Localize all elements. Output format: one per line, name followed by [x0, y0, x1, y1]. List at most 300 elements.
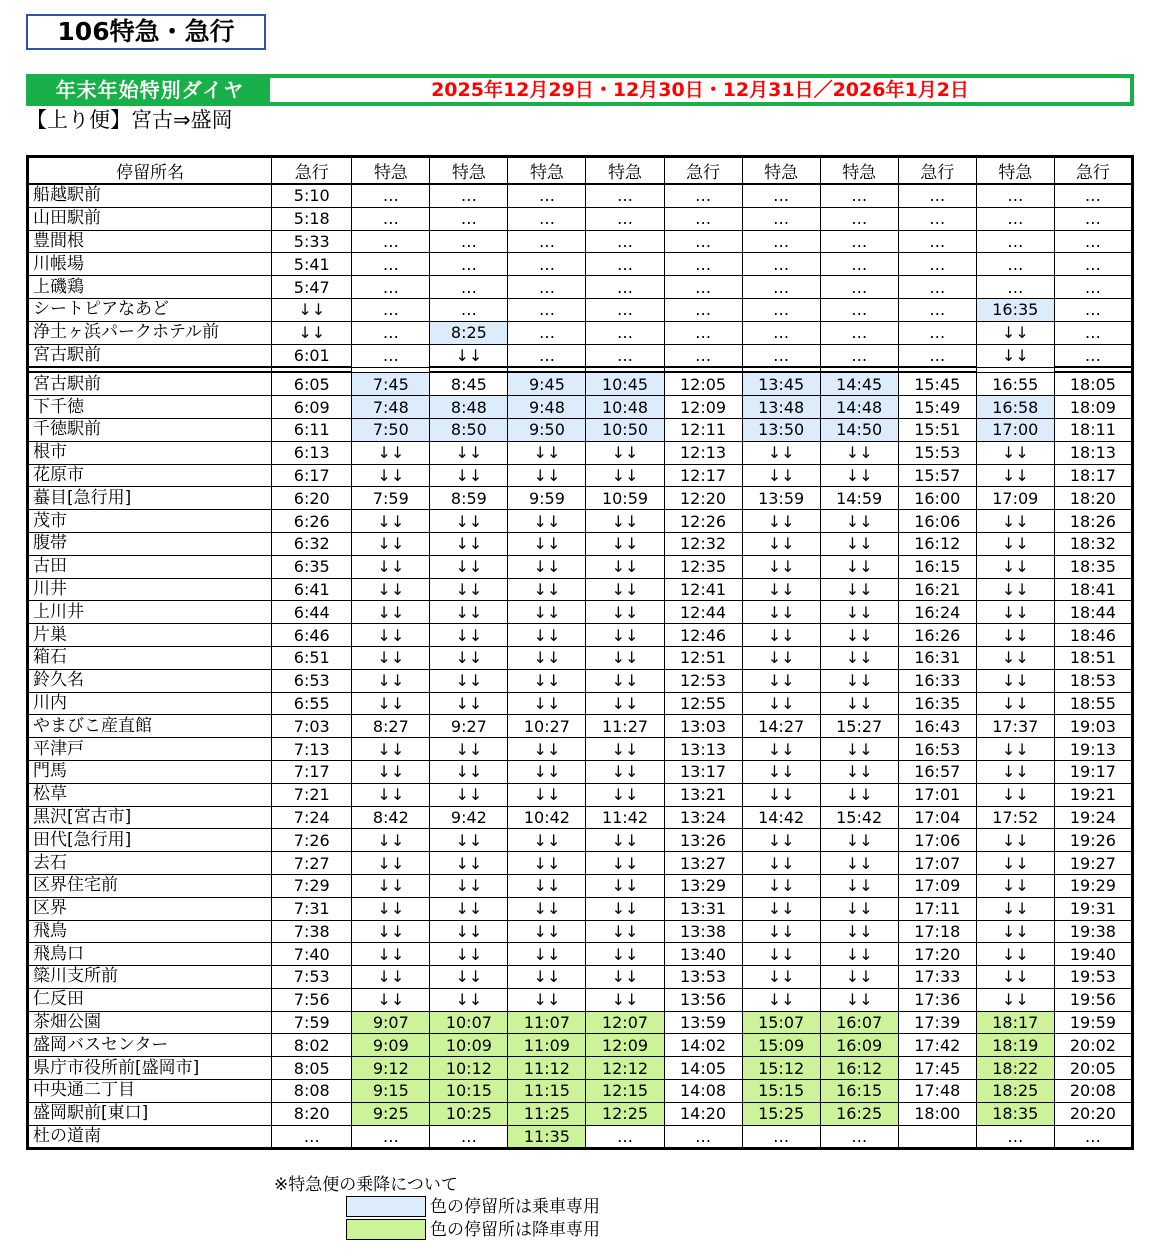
departure-time: … [430, 230, 508, 253]
departure-time: ↓↓ [586, 624, 664, 647]
departure-time: 12:15 [586, 1080, 664, 1103]
departure-time: 8:25 [430, 321, 508, 344]
departure-time: ↓↓ [820, 510, 898, 533]
departure-time: ↓↓ [976, 532, 1054, 555]
departure-time: 12:09 [664, 396, 742, 419]
departure-time: ↓↓ [352, 646, 430, 669]
departure-time: ↓↓ [508, 532, 586, 555]
departure-time: ↓↓ [976, 510, 1054, 533]
departure-time: … [430, 253, 508, 276]
departure-time: 18:41 [1054, 578, 1132, 601]
departure-time: … [664, 1125, 742, 1149]
departure-time: 19:31 [1054, 897, 1132, 920]
timetable-row [28, 897, 1133, 920]
departure-time: … [352, 230, 430, 253]
departure-time: ↓↓ [508, 555, 586, 578]
service-type-header: 特急 [586, 157, 664, 185]
departure-time: 15:12 [742, 1057, 820, 1080]
stop-name: 県庁市役所前[盛岡市] [28, 1057, 272, 1080]
departure-time: 19:38 [1054, 920, 1132, 943]
departure-time: ↓↓ [430, 555, 508, 578]
departure-time: ↓↓ [430, 532, 508, 555]
banner-label: 年末年始特別ダイヤ [30, 78, 270, 102]
departure-time: 12:55 [664, 692, 742, 715]
departure-time: 6:55 [272, 692, 352, 715]
departure-time: ↓↓ [430, 783, 508, 806]
departure-time: ↓↓ [742, 646, 820, 669]
departure-time: 18:35 [976, 1102, 1054, 1125]
departure-time: ↓↓ [352, 464, 430, 487]
departure-time: 16:58 [976, 396, 1054, 419]
departure-time: 16:33 [898, 669, 976, 692]
timetable-row [28, 276, 1133, 299]
timetable-row [28, 532, 1133, 555]
departure-time: ↓↓ [820, 783, 898, 806]
departure-time: … [742, 276, 820, 299]
timetable-row [28, 487, 1133, 510]
departure-time: ↓↓ [976, 920, 1054, 943]
departure-time: ↓↓ [352, 783, 430, 806]
departure-time: ↓↓ [508, 578, 586, 601]
departure-time: ↓↓ [742, 532, 820, 555]
departure-time: 15:57 [898, 464, 976, 487]
departure-time: ↓↓ [586, 829, 664, 852]
timetable-row [28, 184, 1133, 207]
departure-time: 14:45 [820, 372, 898, 395]
departure-time: 8:48 [430, 396, 508, 419]
departure-time: 6:41 [272, 578, 352, 601]
departure-time: … [664, 230, 742, 253]
departure-time: … [820, 321, 898, 344]
departure-time: 7:59 [272, 1011, 352, 1034]
departure-time: 14:02 [664, 1034, 742, 1057]
departure-time: ↓↓ [430, 669, 508, 692]
departure-time: ↓↓ [586, 464, 664, 487]
departure-time: 13:13 [664, 738, 742, 761]
departure-time: 17:09 [976, 487, 1054, 510]
stop-name: 飛鳥口 [28, 943, 272, 966]
departure-time: ↓↓ [272, 321, 352, 344]
legend-alight [346, 1219, 600, 1241]
departure-time: 8:05 [272, 1057, 352, 1080]
departure-time: ↓↓ [430, 646, 508, 669]
departure-time: ↓↓ [976, 874, 1054, 897]
stop-name: 鈴久名 [28, 669, 272, 692]
departure-time: ↓↓ [820, 669, 898, 692]
departure-time: 17:00 [976, 418, 1054, 441]
departure-time: 12:41 [664, 578, 742, 601]
stop-name: やまびこ産直館 [28, 715, 272, 738]
departure-time: 19:40 [1054, 943, 1132, 966]
departure-time: … [742, 321, 820, 344]
departure-time: … [508, 253, 586, 276]
departure-time: ↓↓ [976, 897, 1054, 920]
departure-time: 16:07 [820, 1011, 898, 1034]
timetable-row [28, 464, 1133, 487]
departure-time: 18:46 [1054, 624, 1132, 647]
departure-time: ↓↓ [820, 920, 898, 943]
departure-time: 16:57 [898, 760, 976, 783]
departure-time: ↓↓ [352, 829, 430, 852]
departure-time [898, 1125, 976, 1149]
legend-title: ※特急便の乗降について [274, 1175, 458, 1195]
stop-name: 飛鳥 [28, 920, 272, 943]
stop-name: 門馬 [28, 760, 272, 783]
timetable-row [28, 396, 1133, 419]
departure-time: 10:12 [430, 1057, 508, 1080]
departure-time: 16:31 [898, 646, 976, 669]
departure-time: 7:17 [272, 760, 352, 783]
departure-time: 15:27 [820, 715, 898, 738]
departure-time: … [820, 230, 898, 253]
departure-time: ↓↓ [976, 321, 1054, 344]
departure-time: ↓↓ [352, 943, 430, 966]
departure-time: ↓↓ [352, 510, 430, 533]
departure-time: 13:59 [742, 487, 820, 510]
departure-time: 13:21 [664, 783, 742, 806]
departure-time: … [976, 276, 1054, 299]
departure-time: 18:55 [1054, 692, 1132, 715]
stop-name: 上川井 [28, 601, 272, 624]
departure-time: ↓↓ [586, 692, 664, 715]
departure-time: ↓↓ [820, 578, 898, 601]
departure-time: 16:21 [898, 578, 976, 601]
departure-time: 20:08 [1054, 1080, 1132, 1103]
departure-time: ↓↓ [820, 897, 898, 920]
timetable [26, 155, 1134, 1150]
departure-time: 17:20 [898, 943, 976, 966]
legend-board-text: 色の停留所は乗車専用 [430, 1197, 600, 1217]
legend-board [346, 1196, 600, 1218]
departure-time: 18:19 [976, 1034, 1054, 1057]
departure-time: ↓↓ [976, 783, 1054, 806]
timetable-row [28, 207, 1133, 230]
departure-time: 6:11 [272, 418, 352, 441]
departure-time: … [664, 207, 742, 230]
departure-time: 19:03 [1054, 715, 1132, 738]
departure-time: 12:17 [664, 464, 742, 487]
departure-time: ↓↓ [976, 578, 1054, 601]
departure-time: 20:02 [1054, 1034, 1132, 1057]
departure-time: ↓↓ [820, 441, 898, 464]
departure-time: … [586, 253, 664, 276]
departure-time: … [508, 321, 586, 344]
departure-time: 11:15 [508, 1080, 586, 1103]
departure-time: 16:12 [820, 1057, 898, 1080]
departure-time: 17:01 [898, 783, 976, 806]
departure-time: … [742, 344, 820, 367]
departure-time: 14:27 [742, 715, 820, 738]
departure-time: ↓↓ [508, 920, 586, 943]
departure-time: ↓↓ [508, 966, 586, 989]
departure-time: 8:45 [430, 372, 508, 395]
stop-name: 片巣 [28, 624, 272, 647]
departure-time: 19:59 [1054, 1011, 1132, 1034]
departure-time: … [1054, 276, 1132, 299]
departure-time: 18:09 [1054, 396, 1132, 419]
stop-name: 花原市 [28, 464, 272, 487]
departure-time: ↓↓ [586, 601, 664, 624]
departure-time: … [508, 184, 586, 207]
departure-time: 17:11 [898, 897, 976, 920]
departure-time: … [352, 321, 430, 344]
departure-time: ↓↓ [430, 760, 508, 783]
stop-name: 宮古駅前 [28, 372, 272, 395]
service-type-header: 特急 [508, 157, 586, 185]
departure-time: … [742, 1125, 820, 1149]
departure-time: ↓↓ [352, 532, 430, 555]
departure-time: … [820, 207, 898, 230]
departure-time: ↓↓ [586, 897, 664, 920]
departure-time: 11:12 [508, 1057, 586, 1080]
departure-time: ↓↓ [586, 738, 664, 761]
departure-time: 15:53 [898, 441, 976, 464]
service-type-header: 急行 [664, 157, 742, 185]
stop-name: 根市 [28, 441, 272, 464]
departure-time: ↓↓ [742, 669, 820, 692]
service-type-header: 急行 [272, 157, 352, 185]
departure-time: ↓↓ [352, 874, 430, 897]
stop-name: 宮古駅前 [28, 344, 272, 367]
departure-time: ↓↓ [586, 555, 664, 578]
departure-time: 11:27 [586, 715, 664, 738]
service-type-header: 特急 [352, 157, 430, 185]
departure-time: 16:09 [820, 1034, 898, 1057]
departure-time: … [976, 1125, 1054, 1149]
departure-time: ↓↓ [430, 441, 508, 464]
stop-name: 浄土ヶ浜パークホテル前 [28, 321, 272, 344]
departure-time: 7:13 [272, 738, 352, 761]
departure-time: ↓↓ [742, 692, 820, 715]
timetable-row [28, 646, 1133, 669]
departure-time: … [664, 321, 742, 344]
departure-time: ↓↓ [352, 920, 430, 943]
service-type-header: 急行 [1054, 157, 1132, 185]
departure-time: ↓↓ [508, 464, 586, 487]
departure-time: 20:05 [1054, 1057, 1132, 1080]
departure-time: ↓↓ [352, 601, 430, 624]
departure-time: … [430, 1125, 508, 1149]
departure-time: … [1054, 298, 1132, 321]
departure-time: … [1054, 253, 1132, 276]
timetable-row [28, 966, 1133, 989]
departure-time: ↓↓ [976, 555, 1054, 578]
departure-time: … [586, 276, 664, 299]
departure-time: ↓↓ [508, 441, 586, 464]
departure-time: 11:25 [508, 1102, 586, 1125]
timetable-row [28, 578, 1133, 601]
departure-time: 12:44 [664, 601, 742, 624]
departure-time: … [1054, 1125, 1132, 1149]
stop-name: 箱石 [28, 646, 272, 669]
schedule-banner [26, 74, 1134, 106]
departure-time: 12:35 [664, 555, 742, 578]
departure-time: ↓↓ [742, 624, 820, 647]
stop-name: 杜の道南 [28, 1125, 272, 1149]
departure-time: 5:33 [272, 230, 352, 253]
departure-time: ↓↓ [976, 464, 1054, 487]
departure-time: 7:26 [272, 829, 352, 852]
departure-time: 19:21 [1054, 783, 1132, 806]
departure-time: ↓↓ [352, 555, 430, 578]
departure-time: 16:26 [898, 624, 976, 647]
departure-time: … [664, 298, 742, 321]
departure-time: 12:32 [664, 532, 742, 555]
departure-time: ↓↓ [820, 555, 898, 578]
departure-time: ↓↓ [742, 897, 820, 920]
departure-time: 17:09 [898, 874, 976, 897]
departure-time: 13:24 [664, 806, 742, 829]
departure-time: 17:45 [898, 1057, 976, 1080]
departure-time: … [1054, 207, 1132, 230]
departure-time: … [898, 321, 976, 344]
departure-time: 10:45 [586, 372, 664, 395]
departure-time: ↓↓ [820, 760, 898, 783]
departure-time: ↓↓ [742, 555, 820, 578]
departure-time: 11:07 [508, 1011, 586, 1034]
timetable-row [28, 829, 1133, 852]
stop-name: 下千徳 [28, 396, 272, 419]
departure-time: 6:32 [272, 532, 352, 555]
departure-time: 7:59 [352, 487, 430, 510]
stop-name: 去石 [28, 852, 272, 875]
departure-time: ↓↓ [352, 738, 430, 761]
departure-time: ↓↓ [586, 669, 664, 692]
departure-time: 8:50 [430, 418, 508, 441]
departure-time: ↓↓ [820, 624, 898, 647]
departure-time: ↓↓ [820, 601, 898, 624]
departure-time: ↓↓ [976, 943, 1054, 966]
departure-time: … [976, 253, 1054, 276]
departure-time: … [1054, 184, 1132, 207]
departure-time: ↓↓ [430, 874, 508, 897]
departure-time: ↓↓ [742, 601, 820, 624]
stop-name: 松草 [28, 783, 272, 806]
departure-time: 7:27 [272, 852, 352, 875]
departure-time: 7:53 [272, 966, 352, 989]
stop-name: 盛岡駅前[東口] [28, 1102, 272, 1125]
departure-time: … [664, 344, 742, 367]
departure-time: 18:17 [976, 1011, 1054, 1034]
departure-time: 18:13 [1054, 441, 1132, 464]
departure-time: ↓↓ [820, 966, 898, 989]
departure-time: ↓↓ [508, 738, 586, 761]
departure-time: ↓↓ [352, 692, 430, 715]
departure-time: 16:53 [898, 738, 976, 761]
timetable-row [28, 510, 1133, 533]
departure-time: ↓↓ [430, 852, 508, 875]
departure-time: … [586, 321, 664, 344]
departure-time: 18:35 [1054, 555, 1132, 578]
stop-name: 山田駅前 [28, 207, 272, 230]
timetable-row [28, 555, 1133, 578]
departure-time: 8:02 [272, 1034, 352, 1057]
departure-time: 17:04 [898, 806, 976, 829]
departure-time: ↓↓ [508, 943, 586, 966]
departure-time: 9:25 [352, 1102, 430, 1125]
departure-time: ↓↓ [272, 298, 352, 321]
timetable-row [28, 852, 1133, 875]
departure-time: 13:26 [664, 829, 742, 852]
departure-time: ↓↓ [508, 897, 586, 920]
departure-time: 12:12 [586, 1057, 664, 1080]
departure-time: 18:51 [1054, 646, 1132, 669]
departure-time: 7:29 [272, 874, 352, 897]
departure-time: … [898, 184, 976, 207]
departure-time: ↓↓ [508, 852, 586, 875]
departure-time: ↓↓ [976, 669, 1054, 692]
departure-time: 14:48 [820, 396, 898, 419]
departure-time: 14:59 [820, 487, 898, 510]
departure-time: 6:51 [272, 646, 352, 669]
departure-time: 17:39 [898, 1011, 976, 1034]
departure-time: ↓↓ [976, 966, 1054, 989]
departure-time: ↓↓ [976, 601, 1054, 624]
departure-time: ↓↓ [742, 943, 820, 966]
departure-time: ↓↓ [508, 760, 586, 783]
departure-time: ↓↓ [586, 532, 664, 555]
departure-time: 15:51 [898, 418, 976, 441]
departure-time: 8:20 [272, 1102, 352, 1125]
departure-time: ↓↓ [430, 344, 508, 367]
departure-time: ↓↓ [430, 624, 508, 647]
header-row [28, 157, 1133, 185]
departure-time: ↓↓ [742, 510, 820, 533]
timetable-row [28, 372, 1133, 395]
departure-time: ↓↓ [430, 601, 508, 624]
departure-time: ↓↓ [976, 738, 1054, 761]
departure-time: … [508, 276, 586, 299]
departure-time: 15:07 [742, 1011, 820, 1034]
departure-time: 15:25 [742, 1102, 820, 1125]
departure-time: 18:26 [1054, 510, 1132, 533]
departure-time: ↓↓ [976, 692, 1054, 715]
departure-time: ↓↓ [820, 943, 898, 966]
departure-time: 5:47 [272, 276, 352, 299]
timetable-row [28, 760, 1133, 783]
stop-name: 川井 [28, 578, 272, 601]
departure-time: … [352, 276, 430, 299]
departure-time: ↓↓ [508, 624, 586, 647]
departure-time: … [352, 298, 430, 321]
departure-time: 8:27 [352, 715, 430, 738]
departure-time: 13:40 [664, 943, 742, 966]
departure-time: ↓↓ [430, 692, 508, 715]
legend-alight-text: 色の停留所は降車専用 [430, 1220, 600, 1240]
stop-name: 中央通二丁目 [28, 1080, 272, 1103]
departure-time: 7:50 [352, 418, 430, 441]
departure-time: 9:07 [352, 1011, 430, 1034]
departure-time: 7:03 [272, 715, 352, 738]
timetable-row [28, 1011, 1133, 1034]
departure-time: … [508, 298, 586, 321]
departure-time: 13:48 [742, 396, 820, 419]
departure-time: 9:09 [352, 1034, 430, 1057]
stop-name: シートピアなあど [28, 298, 272, 321]
departure-time: … [352, 253, 430, 276]
service-type-header: 特急 [430, 157, 508, 185]
departure-time: 17:36 [898, 988, 976, 1011]
timetable-body [28, 184, 1133, 1149]
departure-time: ↓↓ [586, 920, 664, 943]
departure-time: 18:53 [1054, 669, 1132, 692]
departure-time: ↓↓ [742, 874, 820, 897]
departure-time: 12:20 [664, 487, 742, 510]
departure-time: 11:09 [508, 1034, 586, 1057]
departure-time: 7:48 [352, 396, 430, 419]
departure-time: 15:15 [742, 1080, 820, 1103]
stop-name: 川内 [28, 692, 272, 715]
